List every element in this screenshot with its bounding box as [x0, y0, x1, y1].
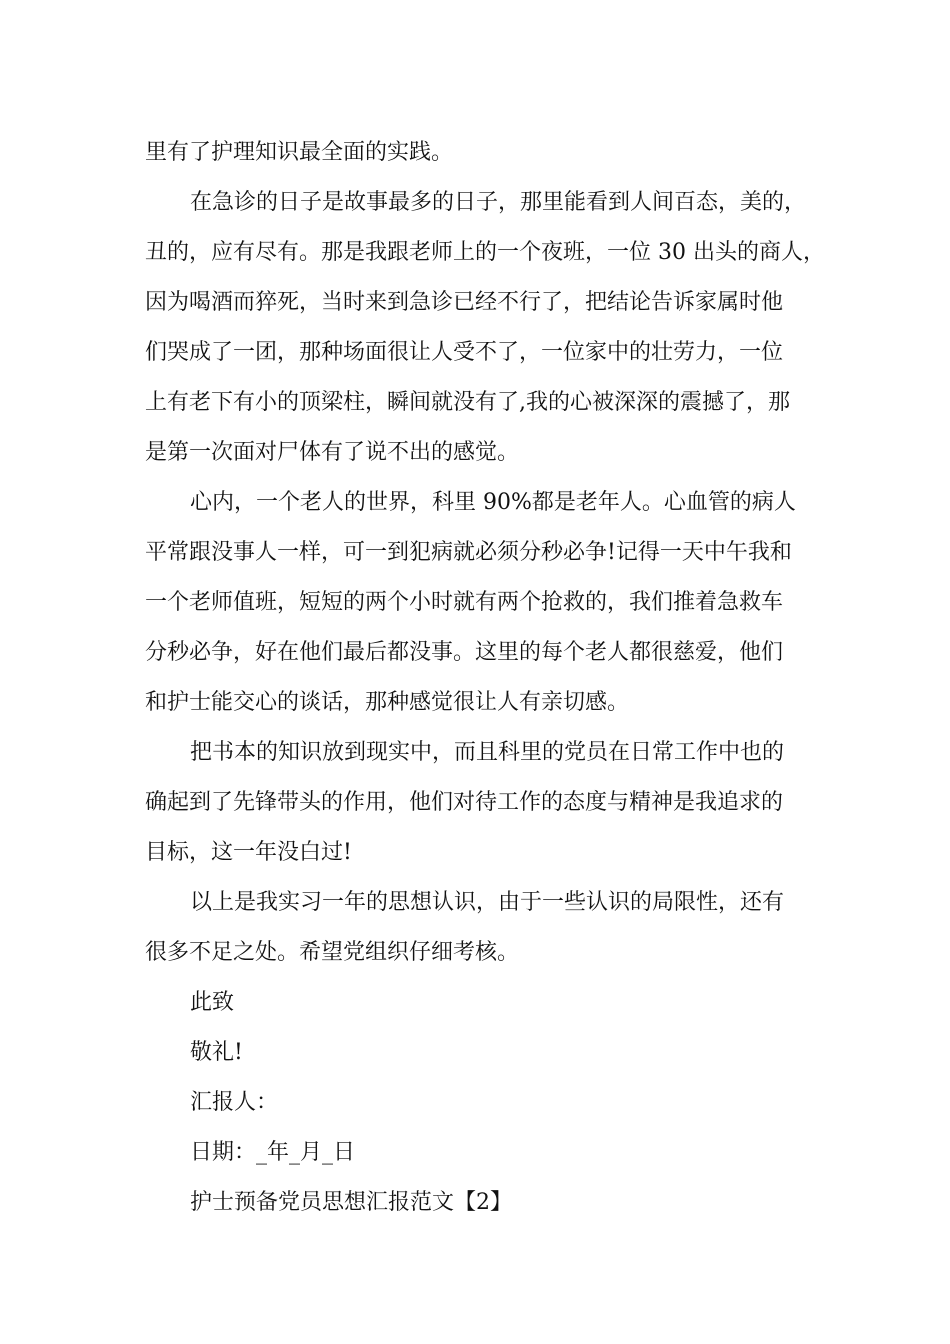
- text-line: 很多不足之处。希望党组织仔细考核。: [145, 940, 520, 965]
- text-line: 上有老下有小的顶梁柱，瞬间就没有了,我的心被深深的震撼了，那: [145, 390, 790, 415]
- closing-salutation: 此致: [190, 990, 235, 1015]
- text-line: 里有了护理知识最全面的实践。: [145, 140, 454, 165]
- paragraph-start-line: 以上是我实习一年的思想认识，由于一些认识的局限性，还有: [190, 890, 785, 915]
- date-line: 日期：_年_月_日: [190, 1140, 356, 1165]
- text-line: 是第一次面对尸体有了说不出的感觉。: [145, 440, 520, 465]
- closing-regards: 敬礼!: [190, 1040, 243, 1065]
- text-line: 们哭成了一团，那种场面很让人受不了，一位家中的壮劳力，一位: [145, 340, 784, 365]
- text-line: 确起到了先锋带头的作用，他们对待工作的态度与精神是我追求的: [145, 790, 784, 815]
- reporter-label: 汇报人：: [190, 1090, 279, 1115]
- text-line: 平常跟没事人一样，可一到犯病就必须分秒必争!记得一天中午我和: [145, 540, 792, 565]
- section-heading: 护士预备党员思想汇报范文【2】: [190, 1190, 512, 1215]
- text-line: 目标，这一年没白过!: [145, 840, 352, 865]
- text-line: 一个老师值班，短短的两个小时就有两个抢救的，我们推着急救车: [145, 590, 784, 615]
- text-line: 分秒必争，好在他们最后都没事。这里的每个老人都很慈爱，他们: [145, 640, 784, 665]
- paragraph-start-line: 把书本的知识放到现实中，而且科里的党员在日常工作中也的: [190, 740, 785, 765]
- paragraph-start-line: 在急诊的日子是故事最多的日子，那里能看到人间百态，美的，: [190, 190, 807, 215]
- text-line: 因为喝酒而猝死，当时来到急诊已经不行了，把结论告诉家属时他: [145, 290, 784, 315]
- text-line: 丑的，应有尽有。那是我跟老师上的一个夜班，一位 30 出头的商人，: [145, 240, 825, 265]
- paragraph-start-line: 心内，一个老人的世界，科里 90%都是老年人。心血管的病人: [190, 490, 796, 515]
- text-line: 和护士能交心的谈话，那种感觉很让人有亲切感。: [145, 690, 630, 715]
